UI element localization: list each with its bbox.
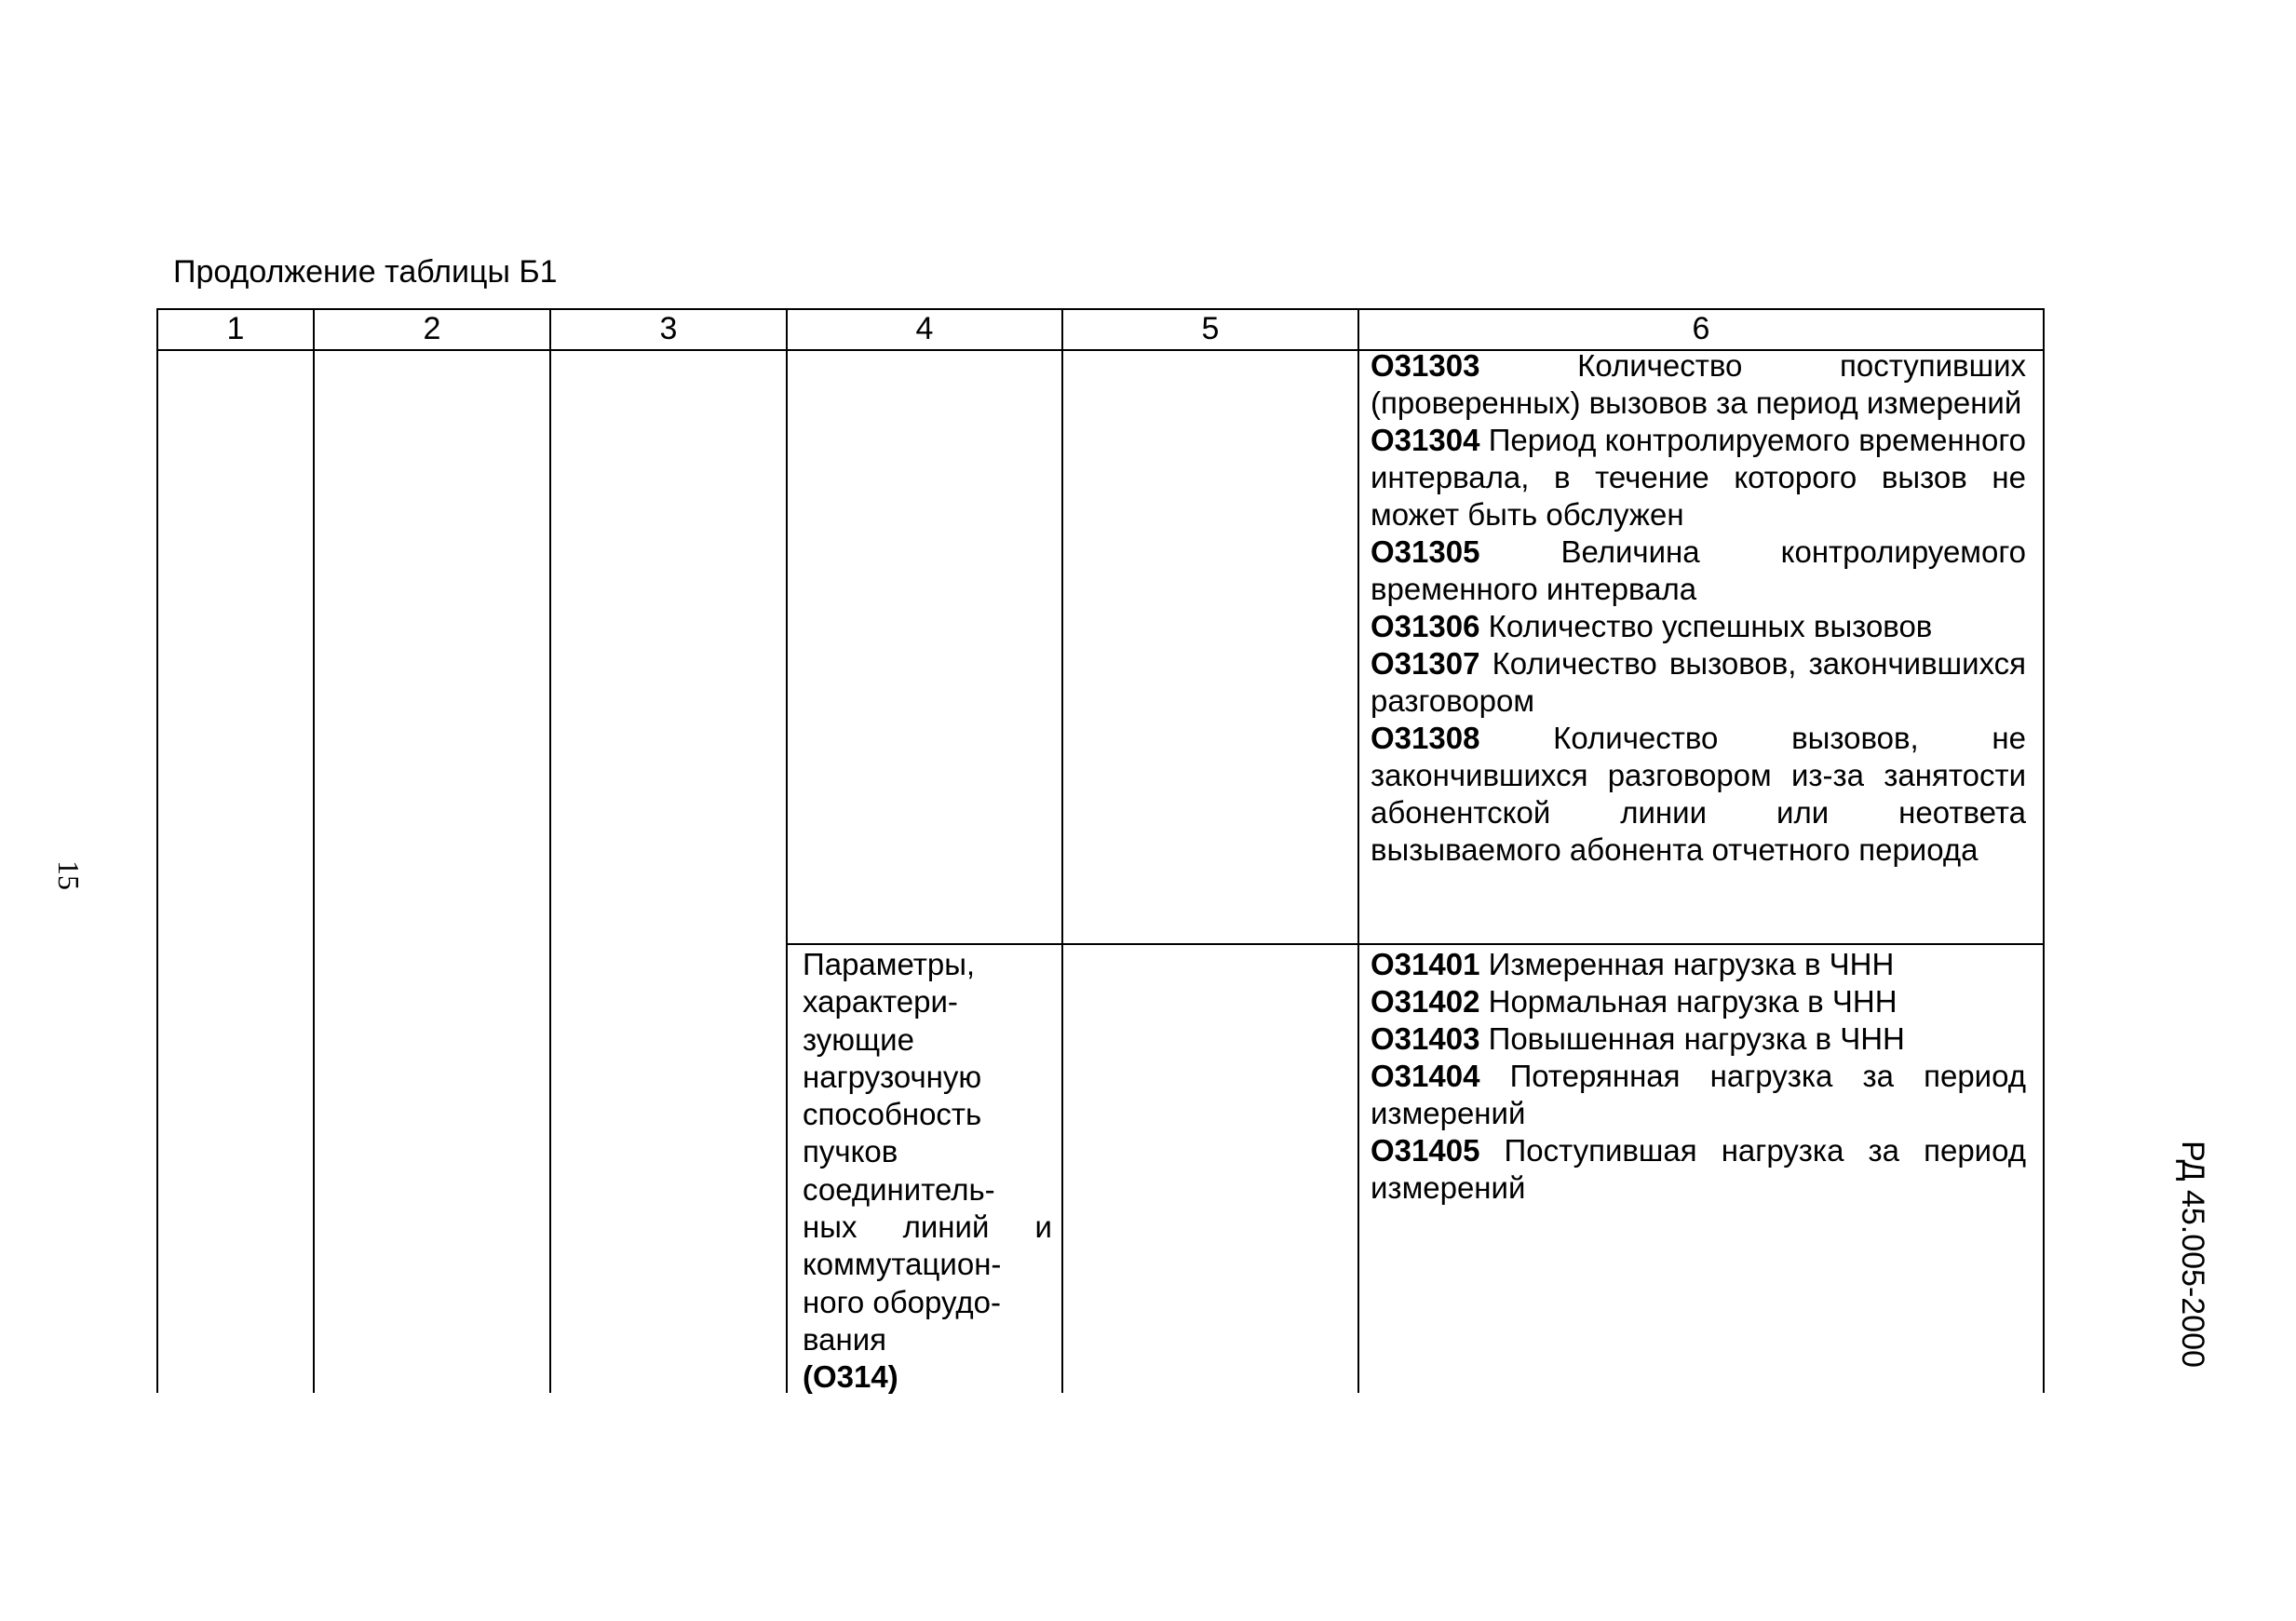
parameter-description: Поступившая нагрузка за период измерений — [1371, 1133, 2026, 1205]
parameter-code: О31305 — [1371, 534, 1480, 569]
row-divider — [788, 943, 2045, 945]
parameter-code: О31404 — [1371, 1059, 1480, 1093]
parameter-entry — [1371, 422, 2026, 534]
parameter-description: Количество вызовов, не закончившихся разговором из-за занятости абонентской линии или неответа вызываемого абонента отчетного периода — [1371, 721, 2026, 867]
parameter-code: О31402 — [1371, 984, 1480, 1019]
document-code: РД 45.005-2000 — [2175, 1141, 2210, 1368]
parameter-description: Повышенная нагрузка в ЧНН — [1488, 1021, 1905, 1056]
column-number-3: 3 — [659, 311, 678, 346]
parameter-entry — [1371, 720, 2026, 869]
parameter-description: Период контролируемого временного интервала, в течение которого вызов не может быть обслужен — [1371, 423, 2026, 532]
column-number-6: 6 — [1692, 311, 1710, 346]
parameter-entry — [1371, 645, 2026, 720]
col4-text-line: характери- — [803, 984, 958, 1020]
col4-word: ных — [803, 1209, 858, 1245]
column-number-5: 5 — [1201, 311, 1220, 346]
parameter-code: О31403 — [1371, 1021, 1480, 1056]
table-right-border — [2043, 308, 2045, 1393]
parameter-description: Величина контролируемого временного интервала — [1371, 534, 2026, 606]
parameter-entry — [1371, 946, 2026, 983]
col4-text-line: зующие — [803, 1021, 914, 1057]
table-left-border — [156, 308, 158, 1393]
parameter-description: Измеренная нагрузка в ЧНН — [1488, 947, 1895, 981]
col4-word: линий — [902, 1209, 990, 1245]
col4-text-line: ного оборудо- — [803, 1284, 1002, 1319]
parameter-entry — [1371, 608, 2026, 645]
row2-col4-cell — [803, 946, 1052, 1397]
row1-col6-cell — [1371, 347, 2026, 869]
parameter-code: О31306 — [1371, 609, 1480, 643]
col4-text-line — [803, 1358, 1052, 1396]
column-divider-3-4 — [786, 308, 788, 1393]
parameter-description: Нормальная нагрузка в ЧНН — [1488, 984, 1898, 1019]
column-divider-5-6 — [1357, 308, 1359, 1393]
col4-text-line: Параметры, — [803, 947, 976, 981]
parameter-entry — [1371, 534, 2026, 608]
parameter-code: О31405 — [1371, 1133, 1480, 1168]
parameter-description: Количество вызовов, закончившихся разговором — [1371, 646, 2027, 718]
parameter-entry — [1371, 983, 2026, 1020]
column-number-4: 4 — [915, 311, 934, 346]
col4-text-line — [803, 1209, 1052, 1246]
column-divider-4-5 — [1061, 308, 1063, 1393]
parameter-entry — [1371, 347, 2026, 422]
page-number: 15 — [52, 860, 86, 890]
col4-text-line: коммутацион- — [803, 1247, 1002, 1282]
parameter-description: Потерянная нагрузка за период измерений — [1371, 1059, 2026, 1130]
parameter-code: О31303 — [1371, 348, 1480, 383]
col4-word: и — [1034, 1209, 1052, 1245]
col4-text-line: соединитель- — [803, 1171, 995, 1207]
col4-text-line: нагрузочную — [803, 1059, 982, 1094]
column-number-2: 2 — [423, 311, 441, 346]
group-code: (О314) — [803, 1359, 898, 1395]
parameter-code: О31401 — [1371, 947, 1480, 981]
column-divider-1-2 — [313, 308, 315, 1393]
parameter-code: О31308 — [1371, 721, 1480, 755]
column-number-1: 1 — [226, 311, 245, 346]
col4-text-line: способность — [803, 1097, 982, 1132]
table-caption: Продолжение таблицы Б1 — [173, 254, 558, 290]
parameter-entry — [1371, 1020, 2026, 1058]
col4-text-line: вания — [803, 1321, 887, 1357]
col4-text-line: пучков — [803, 1134, 898, 1169]
parameter-description: Количество успешных вызовов — [1488, 609, 1933, 643]
parameter-entry — [1371, 1058, 2026, 1132]
parameter-code: О31307 — [1371, 646, 1480, 681]
parameter-code: О31304 — [1371, 423, 1480, 457]
row2-col6-cell — [1371, 946, 2026, 1207]
parameter-description: Количество поступивших (проверенных) вызовов за период измерений — [1371, 348, 2026, 420]
column-divider-2-3 — [549, 308, 551, 1393]
parameter-entry — [1371, 1132, 2026, 1207]
